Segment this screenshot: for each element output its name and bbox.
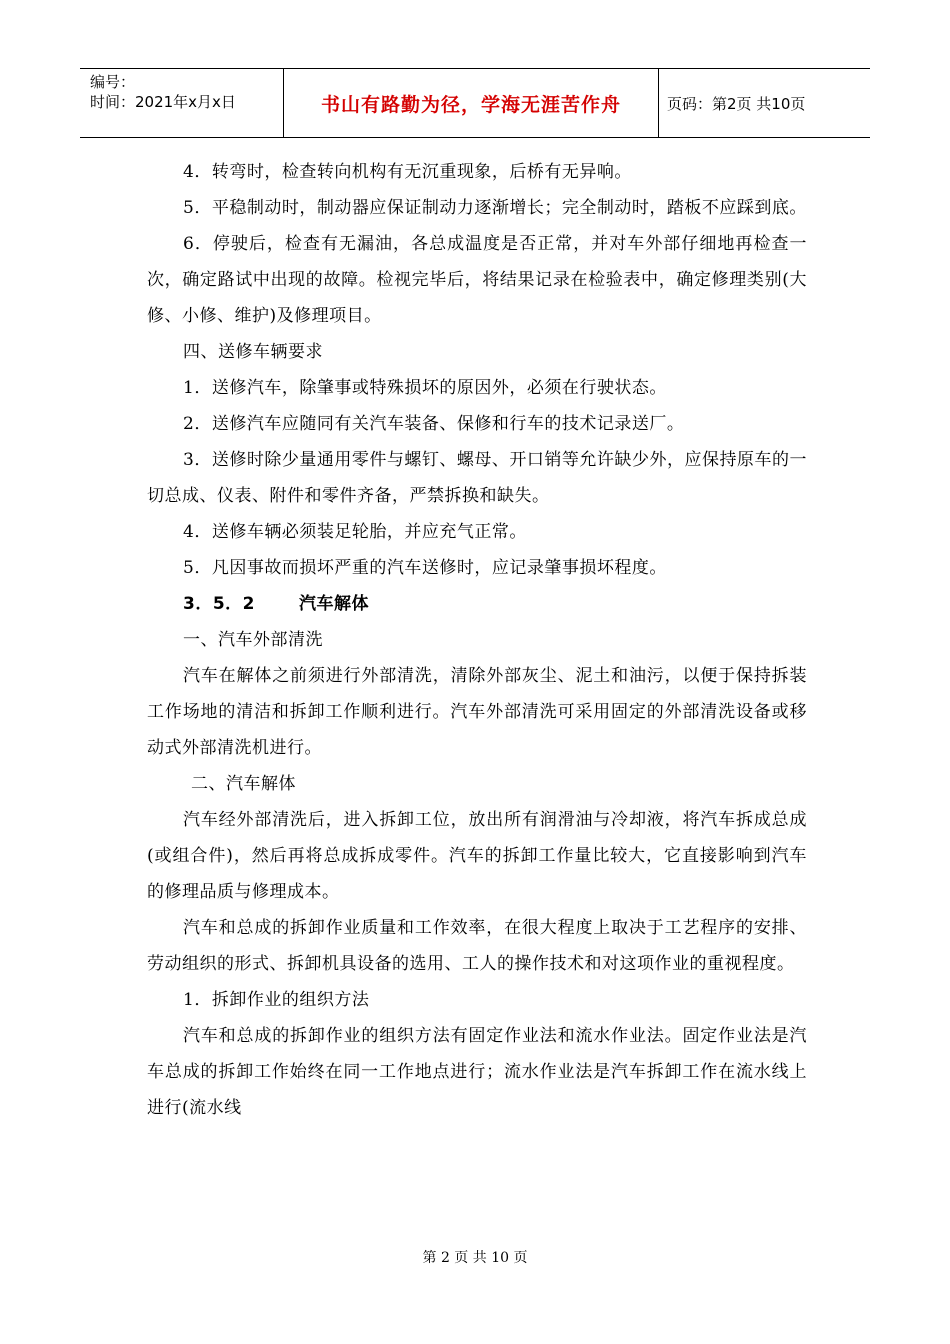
document-body [147,154,807,1126]
header-motto-cell [284,69,659,137]
subsection-title: 汽车解体 [299,594,369,614]
paragraph: 2．送修汽车应随同有关汽车装备、保修和行车的技术记录送厂。 [183,414,685,434]
paragraph: 1．送修汽车，除肇事或特殊损坏的原因外，必须在行驶状态。 [183,378,667,398]
document-date: 时间：2021年x月x日 [90,93,236,111]
document-number-label: 编号： [90,73,136,91]
subsection-heading [147,586,807,622]
paragraph: 汽车和总成的拆卸作业质量和工作效率，在很大程度上取决于工艺程序的安排、劳动组织的形式、拆卸机具设备的选用、工人的操作技术和对这项作业的重视程度。 [147,918,807,974]
section-heading: 四、送修车辆要求 [183,342,323,362]
paragraph: 4．送修车辆必须装足轮胎，并应充气正常。 [183,522,527,542]
paragraph: 汽车在解体之前须进行外部清洗，清除外部灰尘、泥土和油污，以便于保持拆装工作场地的清洁和拆卸工作顺利进行。汽车外部清洗可采用固定的外部清洗设备或移动式外部清洗机进行。 [147,666,807,758]
page-footer: 第 2 页 共 10 页 [422,1250,528,1266]
subsection-number: 3．5．2 [183,594,255,614]
section-heading: 一、汽车外部清洗 [183,630,323,650]
list-heading: 1．拆卸作业的组织方法 [183,990,370,1010]
paragraph: 5．凡因事故而损坏严重的汽车送修时，应记录肇事损坏程度。 [183,558,667,578]
paragraph: 5．平稳制动时，制动器应保证制动力逐渐增长；完全制动时，踏板不应踩到底。 [183,198,807,218]
page-header [80,68,870,138]
paragraph: 4．转弯时，检查转向机构有无沉重现象，后桥有无异响。 [183,162,632,182]
paragraph: 汽车经外部清洗后，进入拆卸工位，放出所有润滑油与冷却液，将汽车拆成总成(或组合件)，然后再将总成拆成零件。汽车的拆卸工作量比较大，它直接影响到汽车的修理品质与修理成本。 [147,810,807,902]
paragraph: 3．送修时除少量通用零件与螺钉、螺母、开口销等允许缺少外，应保持原车的一切总成、仪表、附件和零件齐备，严禁拆换和缺失。 [147,450,807,506]
header-motto: 书山有路勤为径，学海无涯苦作舟 [320,93,621,116]
section-heading: 二、汽车解体 [191,774,296,794]
header-page-code: 页码：第2页 共10页 [667,94,806,113]
header-page-cell [659,69,870,137]
paragraph: 6．停驶后，检查有无漏油，各总成温度是否正常，并对车外部仔细地再检查一次，确定路试中出现的故障。检视完毕后，将结果记录在检验表中，确定修理类别(大修、小修、维护)及修理项目。 [147,234,807,326]
paragraph: 汽车和总成的拆卸作业的组织方法有固定作业法和流水作业法。固定作业法是汽车总成的拆卸工作始终在同一工作地点进行；流水作业法是汽车拆卸工作在流水线上进行(流水线 [147,1026,807,1118]
header-info-cell [80,69,284,137]
